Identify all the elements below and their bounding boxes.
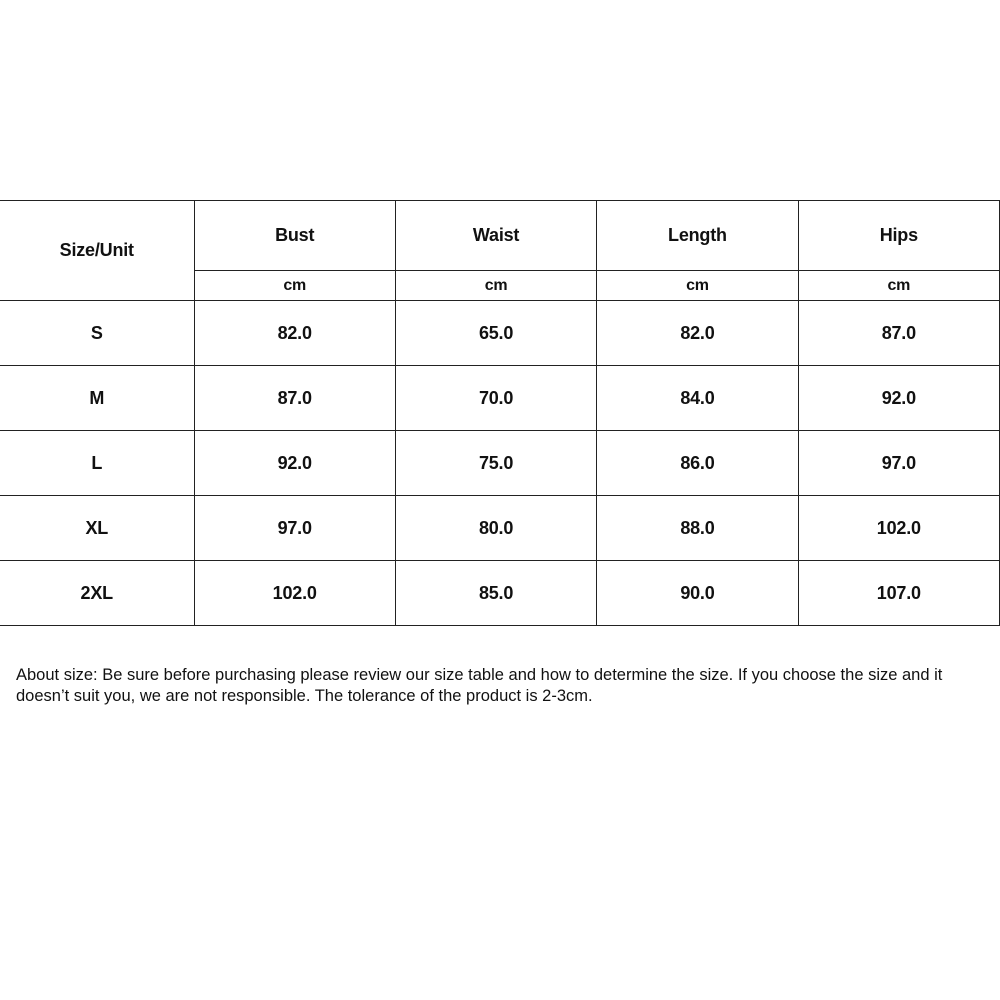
unit-label: cm — [798, 271, 999, 301]
table-row — [0, 496, 1000, 561]
unit-label: cm — [194, 271, 395, 301]
size-chart-table — [0, 200, 1000, 626]
size-label: 2XL — [0, 561, 194, 626]
size-label: S — [0, 301, 194, 366]
column-header-length: Length — [597, 201, 798, 271]
table-cell: 102.0 — [194, 561, 395, 626]
table-row — [0, 301, 1000, 366]
column-header-hips: Hips — [798, 201, 999, 271]
table-cell: 75.0 — [395, 431, 596, 496]
table-cell: 92.0 — [194, 431, 395, 496]
table-cell: 82.0 — [194, 301, 395, 366]
table-cell: 107.0 — [798, 561, 999, 626]
table-cell: 85.0 — [395, 561, 596, 626]
table-cell: 87.0 — [798, 301, 999, 366]
table-cell: 97.0 — [194, 496, 395, 561]
size-unit-header: Size/Unit — [0, 201, 194, 301]
table-cell: 65.0 — [395, 301, 596, 366]
table-cell: 97.0 — [798, 431, 999, 496]
column-header-waist: Waist — [395, 201, 596, 271]
table-cell: 84.0 — [597, 366, 798, 431]
table-cell: 82.0 — [597, 301, 798, 366]
table-cell: 87.0 — [194, 366, 395, 431]
table-row — [0, 561, 1000, 626]
table-cell: 86.0 — [597, 431, 798, 496]
table-cell: 92.0 — [798, 366, 999, 431]
size-label: L — [0, 431, 194, 496]
table-cell: 90.0 — [597, 561, 798, 626]
table-header-row — [0, 201, 1000, 271]
table-cell: 102.0 — [798, 496, 999, 561]
size-label: M — [0, 366, 194, 431]
size-label: XL — [0, 496, 194, 561]
column-header-bust: Bust — [194, 201, 395, 271]
table-cell: 80.0 — [395, 496, 596, 561]
table-cell: 70.0 — [395, 366, 596, 431]
table-cell: 88.0 — [597, 496, 798, 561]
table-row — [0, 431, 1000, 496]
size-note: About size: Be sure before purchasing please review our size table and how to determine the size. If you choose the size and it doesn’t suit you, we are not responsible. The tolerance of the product is 2-3cm. — [16, 665, 943, 705]
unit-label: cm — [597, 271, 798, 301]
unit-label: cm — [395, 271, 596, 301]
table-row — [0, 366, 1000, 431]
